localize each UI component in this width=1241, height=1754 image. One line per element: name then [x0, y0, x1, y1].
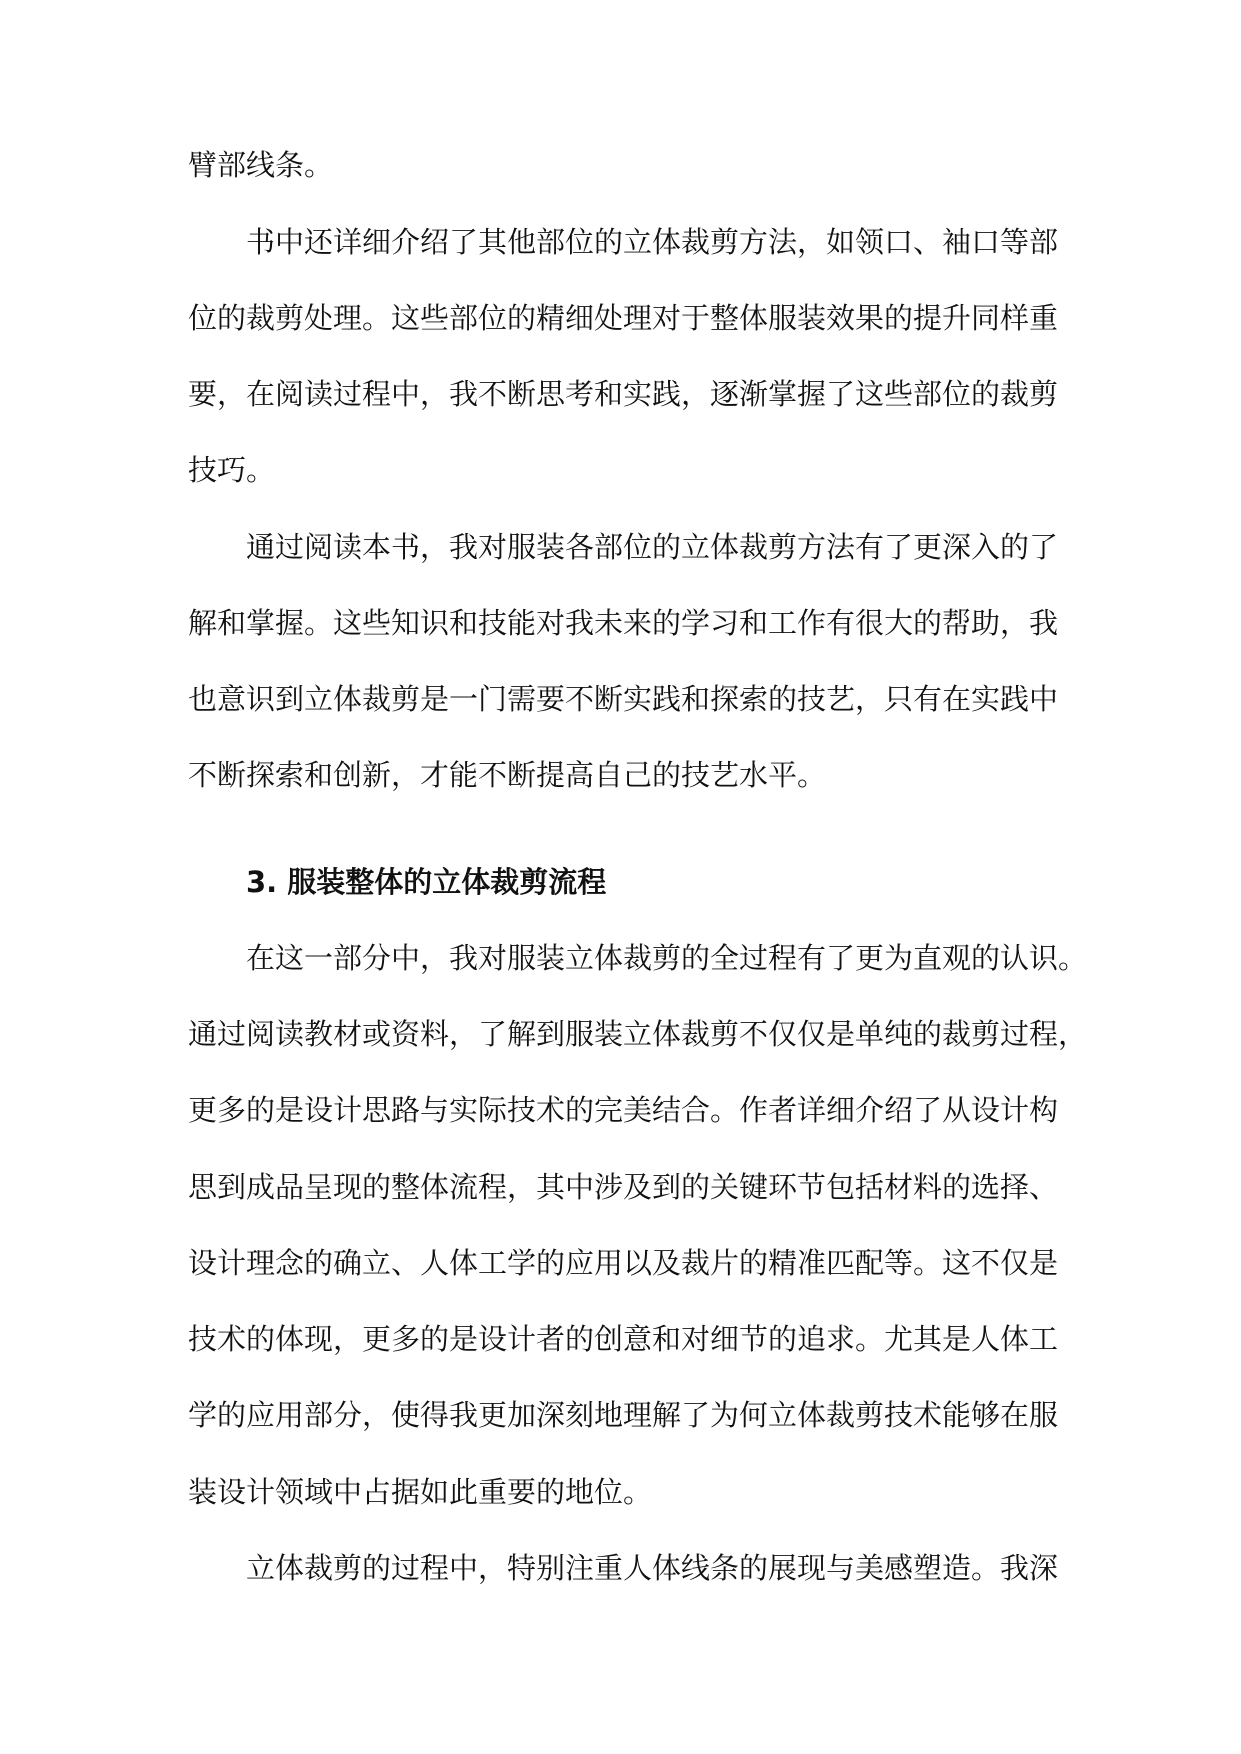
- paragraph-first-line: 书中还详细介绍了其他部位的立体裁剪方法，如领口、袖口等部: [246, 225, 1059, 259]
- text-line: 位的裁剪处理。这些部位的精细处理对于整体服装效果的提升同样重: [188, 301, 1059, 335]
- text-line: 解和掌握。这些知识和技能对我未来的学习和工作有很大的帮助，我: [188, 606, 1059, 640]
- text-line: 思到成品呈现的整体流程，其中涉及到的关键环节包括材料的选择、: [188, 1170, 1059, 1204]
- paragraph-first-line: 在这一部分中，我对服装立体裁剪的全过程有了更为直观的认识。: [246, 941, 1088, 975]
- section-heading: 3. 服装整体的立体裁剪流程: [246, 865, 607, 899]
- text-line: 不断探索和创新，才能不断提高自己的技艺水平。: [188, 758, 827, 792]
- text-line: 也意识到立体裁剪是一门需要不断实践和探索的技艺，只有在实践中: [188, 682, 1059, 716]
- text-line: 学的应用部分，使得我更加深刻地理解了为何立体裁剪技术能够在服: [188, 1398, 1059, 1432]
- paragraph-first-line: 通过阅读本书，我对服装各部位的立体裁剪方法有了更深入的了: [246, 530, 1059, 564]
- text-line: 设计理念的确立、人体工学的应用以及裁片的精准匹配等。这不仅是: [188, 1246, 1059, 1280]
- text-line: 技巧。: [188, 453, 276, 487]
- text-line: 要，在阅读过程中，我不断思考和实践，逐渐掌握了这些部位的裁剪: [188, 377, 1059, 411]
- text-line: 装设计领域中占据如此重要的地位。: [188, 1475, 653, 1509]
- text-line: 臂部线条。: [188, 148, 334, 182]
- text-line: 技术的体现，更多的是设计者的创意和对细节的追求。尤其是人体工: [188, 1322, 1059, 1356]
- text-line: 通过阅读教材或资料，了解到服装立体裁剪不仅仅是单纯的裁剪过程，: [188, 1017, 1088, 1051]
- text-line: 更多的是设计思路与实际技术的完美结合。作者详细介绍了从设计构: [188, 1093, 1059, 1127]
- paragraph-first-line: 立体裁剪的过程中，特别注重人体线条的展现与美感塑造。我深: [246, 1551, 1059, 1585]
